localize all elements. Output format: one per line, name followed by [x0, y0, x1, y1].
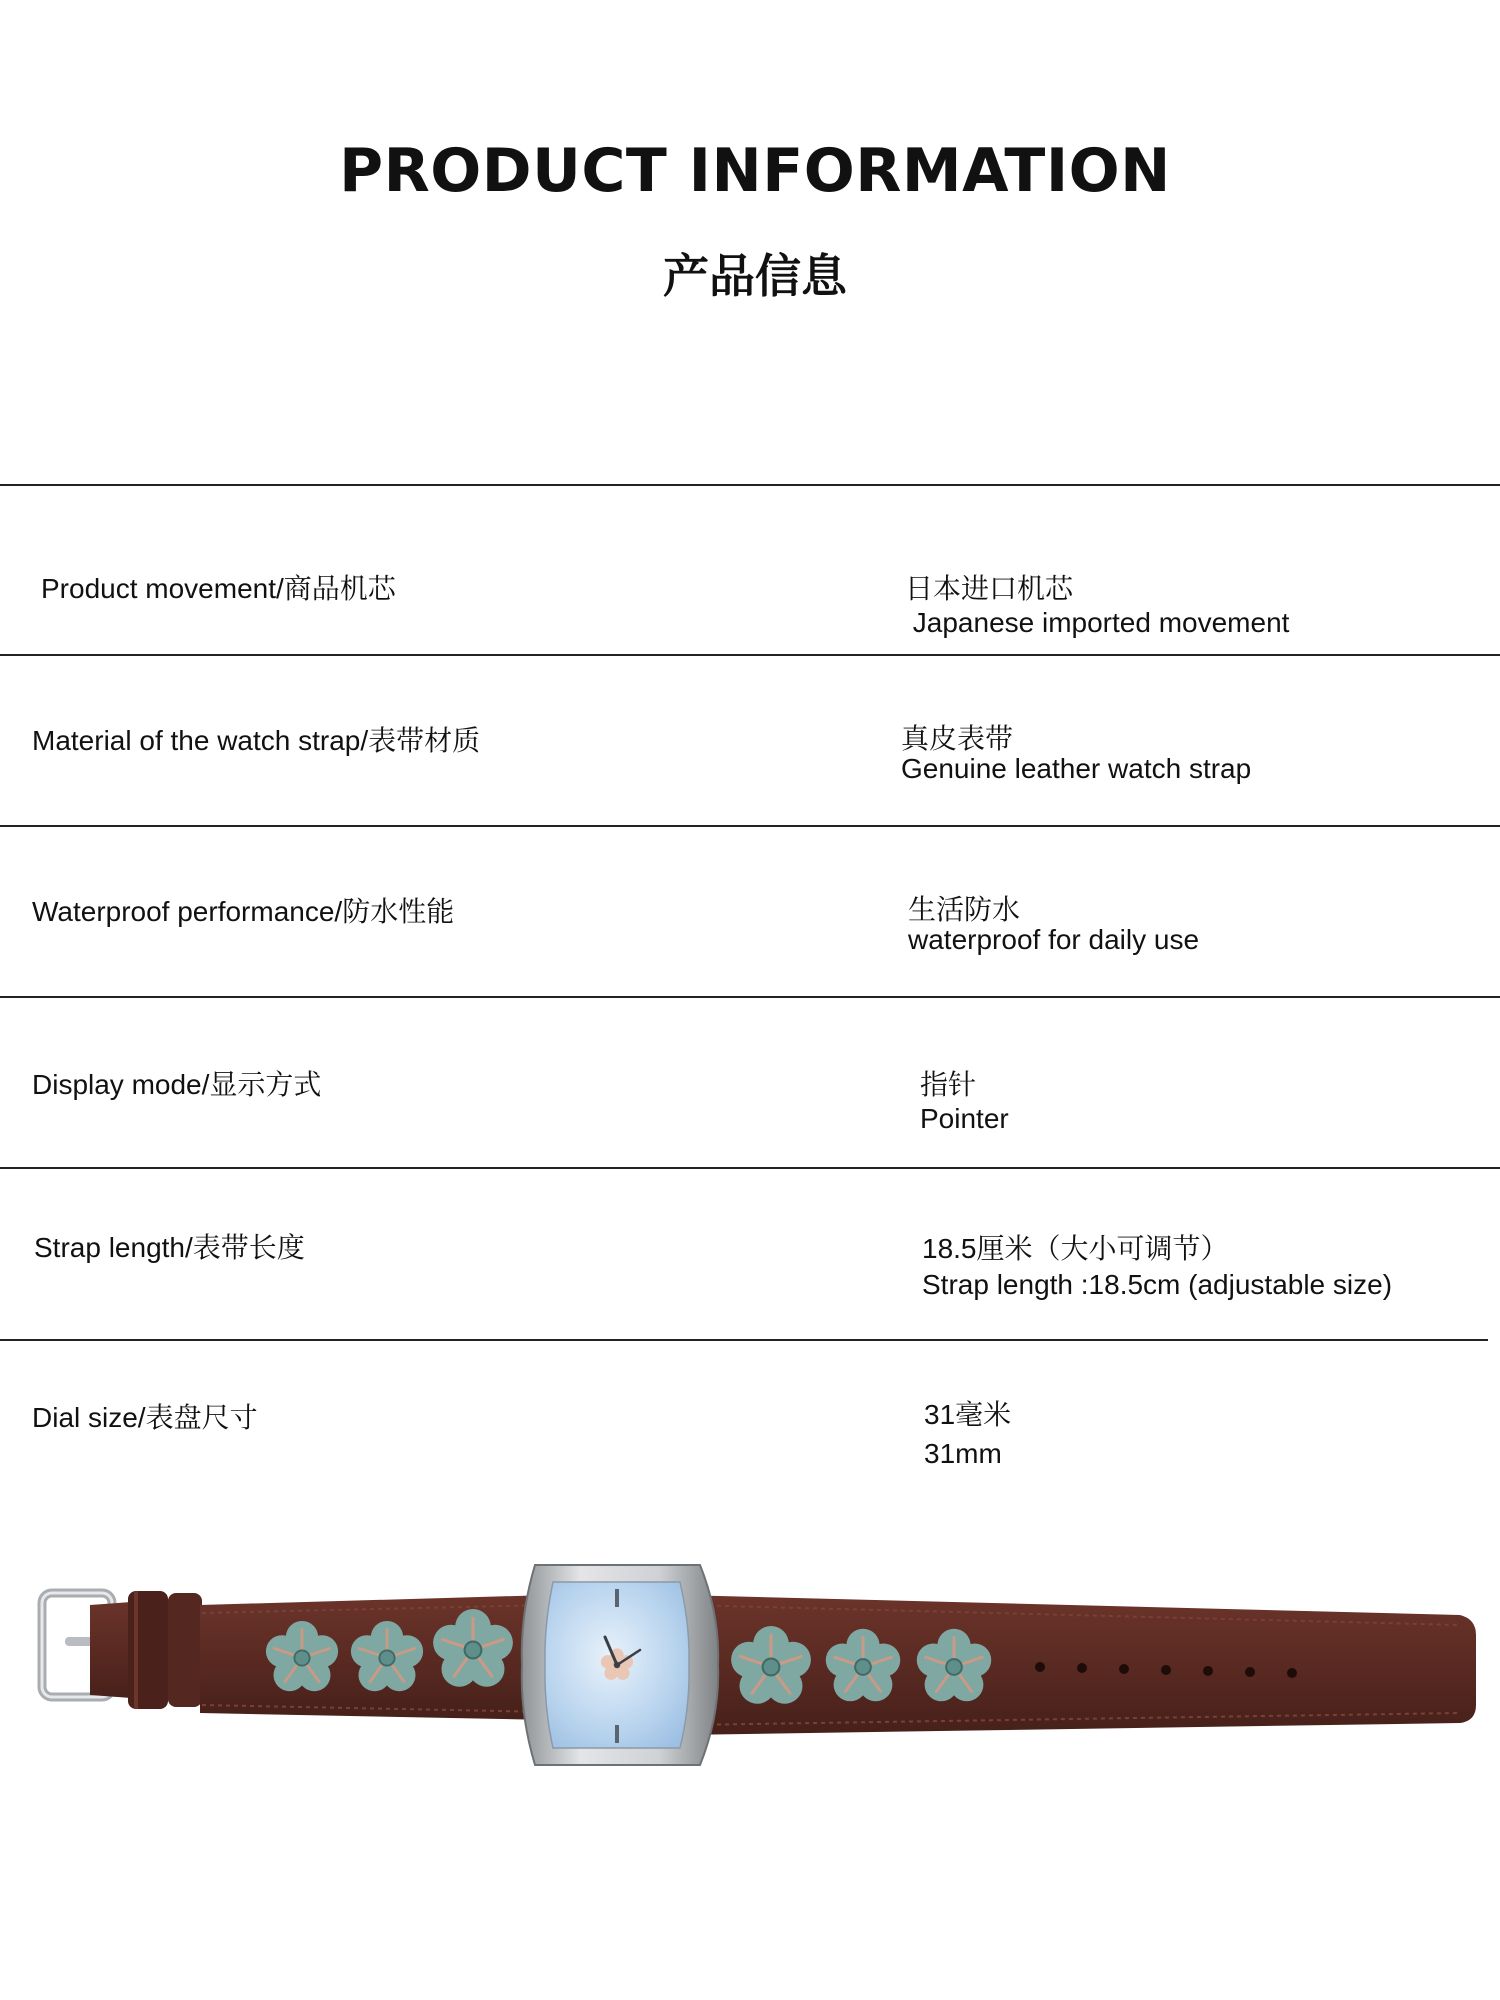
spec-label-strap-material: Material of the watch strap/表带材质: [32, 725, 481, 756]
divider-row-5: [0, 1339, 1488, 1341]
page-title: PRODUCT INFORMATION: [339, 136, 1171, 206]
spec-value-display-mode-en: Pointer: [920, 1103, 1009, 1134]
spec-value-movement-en: Japanese imported movement: [905, 607, 1290, 638]
divider-row-2: [0, 825, 1500, 827]
spec-value-movement: [905, 572, 1289, 640]
spec-value-strap-length-cn: 18.5厘米（大小可调节）: [922, 1233, 1229, 1264]
divider-row-1: [0, 654, 1500, 656]
spec-value-movement-cn: 日本进口机芯: [905, 573, 1074, 604]
spec-label-movement: Product movement/商品机芯: [41, 573, 396, 604]
spec-value-waterproof-cn: 生活防水: [908, 894, 1021, 925]
spec-label-dial-size: Dial size/表盘尺寸: [32, 1402, 258, 1433]
spec-value-strap-material-cn: 真皮表带: [901, 723, 1014, 754]
spec-value-strap-material-en: Genuine leather watch strap: [901, 753, 1252, 784]
spec-value-strap-length-en: Strap length :18.5cm (adjustable size): [922, 1269, 1393, 1300]
spec-value-waterproof-en: waterproof for daily use: [908, 924, 1200, 955]
spec-value-strap-material: [901, 724, 1251, 784]
watch-case: [522, 1565, 718, 1765]
spec-label-strap-length: Strap length/表带长度: [34, 1232, 305, 1263]
spec-value-display-mode: [920, 1068, 1009, 1136]
divider-row-3: [0, 996, 1500, 998]
spec-value-waterproof: [908, 895, 1199, 955]
spec-value-dial-size: [924, 1395, 1011, 1473]
spec-label-waterproof: Waterproof performance/防水性能: [32, 896, 455, 927]
divider-row-4: [0, 1167, 1500, 1169]
watch-product-image: [30, 1555, 1480, 1775]
page-subtitle-cn: 产品信息: [663, 249, 847, 303]
spec-value-dial-size-cn: 31毫米: [924, 1399, 1012, 1430]
spec-value-strap-length: [922, 1231, 1392, 1303]
spec-label-display-mode: Display mode/显示方式: [32, 1069, 322, 1100]
divider-top: [0, 484, 1500, 486]
spec-value-dial-size-en: 31mm: [924, 1438, 1002, 1469]
spec-value-display-mode-cn: 指针: [920, 1069, 977, 1100]
